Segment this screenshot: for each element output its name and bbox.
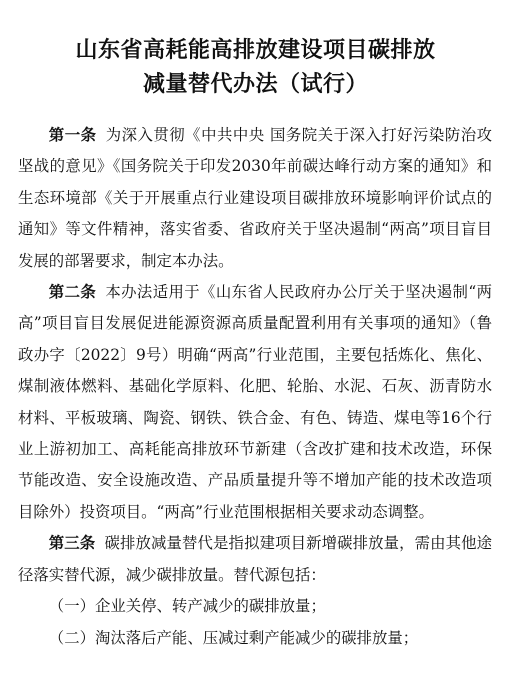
article-2-text: 本办法适用于《山东省人民政府办公厅关于坚决遏制“两高”项目盲目发展促进能源资源高质量配置利用有关事项的通知》（鲁政办字〔2022〕9号）明确“两高”行业范围，主要包括炼化、焦化、煤制液体燃料、基础化学原料、化肥、轮胎、水泥、石灰、沥青防水材料、平板玻璃、陶瓷、钢铁、铁合金、有色、铸造、煤电等16个行业上游初加工、高耗能高排放环节新建（含改扩建和技术改造，环保节能改造、安全设施改造、产品质量提升等不增加产能的技术改造项目除外）投资项目。“两高”行业范围根据相关要求动态调整。	[18, 283, 492, 521]
list-item-2: （二）淘汰落后产能、压减过剩产能减少的碳排放量；	[48, 628, 419, 647]
article-3-text: 碳排放减量替代是指拟建项目新增碳排放量，需由其他途径落实替代源，减少碳排放量。替代源包括：	[18, 534, 492, 584]
article-1-label: 第一条	[48, 126, 97, 144]
list-item-1: （一）企业关停、转产减少的碳排放量；	[48, 597, 326, 616]
document-title	[0, 34, 511, 102]
article-2	[18, 277, 492, 528]
article-1-text: 为深入贯彻《中共中央 国务院关于深入打好污染防治攻坚战的意见》《国务院关于印发2030年前碳达峰行动方案的通知》和生态环境部《关于开展重点行业建设项目碳排放环境影响评价试点的通知》等文件精神，落实省委、省政府关于坚决遏制“两高”项目盲目发展的部署要求，制定本办法。	[18, 126, 492, 270]
title-line-2: 减量替代办法（试行）	[142, 72, 368, 97]
article-2-label: 第二条	[48, 283, 97, 302]
title-line-1: 山东省高耗能高排放建设项目碳排放	[75, 38, 436, 63]
article-1	[18, 120, 492, 277]
article-3	[18, 528, 492, 591]
document-body	[18, 120, 492, 654]
article-3-label: 第三条	[48, 534, 96, 553]
